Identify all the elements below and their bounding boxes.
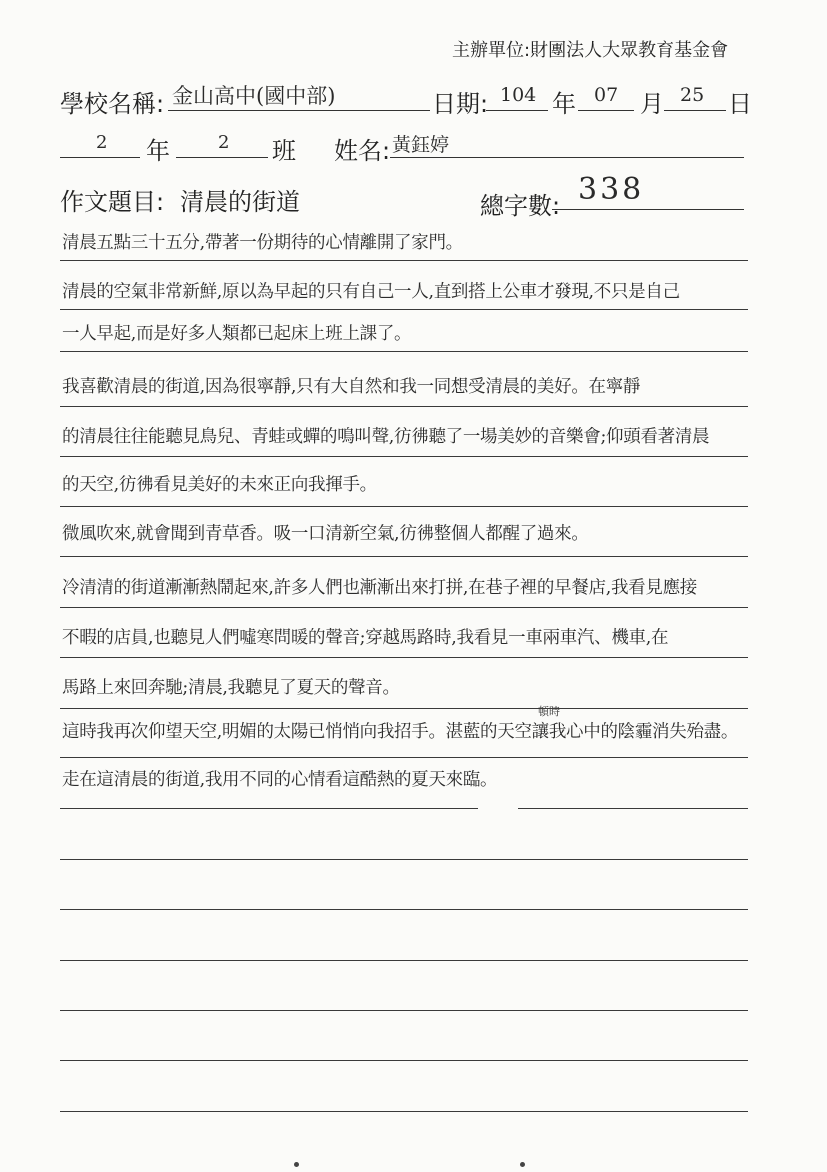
- grade-value: 2: [96, 132, 108, 153]
- essay-line: 冷清清的街道漸漸熱鬧起來,許多人們也漸漸出來打拼,在巷子裡的早餐店,我看見應接: [62, 578, 697, 598]
- title-value: 清晨的街道: [180, 188, 300, 216]
- class-label: 班: [272, 137, 296, 165]
- ruled-line: [60, 708, 748, 709]
- date-day-value: 25: [680, 84, 705, 106]
- name-underline: [390, 157, 744, 158]
- ruled-line: [60, 456, 748, 457]
- ruled-line: [60, 260, 748, 261]
- day-label: 日: [728, 90, 752, 118]
- name-label: 姓名:: [334, 137, 391, 165]
- ruled-line: [518, 808, 748, 809]
- essay-line: 的清晨往往能聽見鳥兒、青蛙或蟬的鳴叫聲,彷彿聽了一場美妙的音樂會;仰頭看著清晨: [62, 427, 710, 447]
- title-label: 作文題目:: [60, 188, 165, 216]
- date-year-underline: [486, 110, 548, 111]
- essay-line: 不暇的店員,也聽見人們噓寒問暖的聲音;穿越馬路時,我看見一車兩車汽、機車,在: [62, 628, 669, 648]
- date-label: 日期:: [432, 90, 489, 118]
- scan-mark-dot: [520, 1162, 525, 1167]
- month-label: 月: [640, 90, 664, 118]
- sponsor-text: 主辦單位:財團法人大眾教育基金會: [452, 40, 729, 61]
- school-value: 金山高中(國中部): [172, 84, 336, 108]
- wordcount-label: 總字數:: [480, 192, 561, 220]
- ruled-line: [60, 506, 748, 507]
- name-value: 黃鈺婷: [392, 134, 450, 156]
- wordcount-underline: [552, 209, 744, 210]
- ruled-line: [60, 657, 748, 658]
- essay-line: 走在這清晨的街道,我用不同的心情看這酷熱的夏天來臨。: [62, 770, 498, 790]
- essay-line: 馬路上來回奔馳;清晨,我聽見了夏天的聲音。: [62, 678, 400, 698]
- class-underline: [176, 157, 268, 158]
- ruled-line: [60, 1060, 748, 1061]
- ruled-line: [60, 808, 478, 809]
- essay-line: 這時我再次仰望天空,明媚的太陽已悄悄向我招手。湛藍的天空讓我心中的陰霾消失殆盡。: [62, 722, 739, 742]
- ruled-line: [60, 1111, 748, 1112]
- ruled-line: [60, 1010, 748, 1011]
- ruled-line: [60, 556, 748, 557]
- year-label: 年: [552, 90, 576, 118]
- essay-line: 的天空,彷彿看見美好的未來正向我揮手。: [62, 475, 377, 495]
- grade-underline: [60, 157, 140, 158]
- school-label: 學校名稱:: [60, 90, 165, 118]
- ruled-line: [60, 960, 748, 961]
- ruled-line: [60, 909, 748, 910]
- ruled-line: [60, 309, 748, 310]
- date-year-value: 104: [500, 84, 537, 106]
- date-month-underline: [578, 110, 634, 111]
- essay-line: 一人早起,而是好多人類都已起床上班上課了。: [62, 324, 412, 344]
- class-value: 2: [218, 132, 230, 153]
- ruled-line: [60, 607, 748, 608]
- essay-line: 清晨五點三十五分,帶著一份期待的心情離開了家門。: [62, 233, 463, 253]
- scan-mark-dot: [294, 1162, 299, 1167]
- ruled-line: [60, 406, 748, 407]
- essay-line: 微風吹來,就會聞到青草香。吸一口清新空氣,彷彿整個人都醒了過來。: [62, 524, 589, 544]
- ruled-line: [60, 859, 748, 860]
- ruled-line: [60, 351, 748, 352]
- grade-label: 年: [146, 137, 170, 165]
- insertion-mark: 頓時: [538, 705, 560, 718]
- essay-line: 我喜歡清晨的街道,因為很寧靜,只有大自然和我一同想受清晨的美好。在寧靜: [62, 377, 641, 397]
- school-underline: [168, 110, 430, 111]
- date-day-underline: [664, 110, 726, 111]
- ruled-line: [60, 757, 748, 758]
- essay-line: 清晨的空氣非常新鮮,原以為早起的只有自己一人,直到搭上公車才發現,不只是自己: [62, 282, 680, 302]
- date-month-value: 07: [594, 84, 619, 106]
- wordcount-value: 338: [578, 172, 645, 207]
